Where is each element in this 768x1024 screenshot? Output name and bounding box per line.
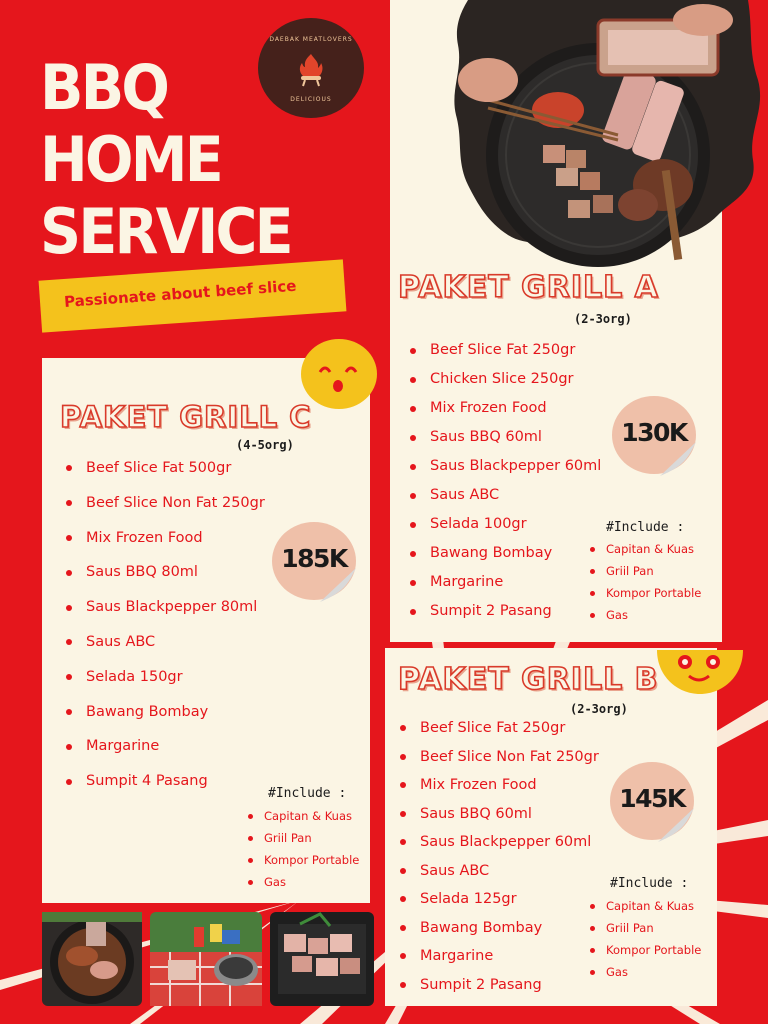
- list-item: Saus Blackpepper 60ml: [400, 828, 599, 857]
- list-item: Saus Blackpepper 60ml: [410, 452, 601, 481]
- list-item: Gas: [590, 604, 701, 626]
- tagline-text: Passionate about beef slice: [63, 276, 297, 311]
- list-item: Griil Pan: [590, 917, 701, 939]
- grill-b-people: (2-3org): [570, 702, 628, 716]
- list-item: Selada 125gr: [400, 885, 599, 914]
- grill-c-people: (4-5org): [236, 438, 294, 452]
- list-item: Beef Slice Non Fat 250gr: [66, 486, 265, 521]
- page-curl-icon: [658, 440, 698, 478]
- list-item: Gas: [248, 871, 359, 893]
- list-item: Capitan & Kuas: [248, 805, 359, 827]
- grill-photo: [448, 0, 768, 270]
- page-curl-icon: [318, 566, 358, 604]
- list-item: Sumpit 4 Pasang: [66, 764, 265, 799]
- list-item: Griil Pan: [248, 827, 359, 849]
- list-item: Margarine: [66, 729, 265, 764]
- list-item: Bawang Bombay: [410, 539, 601, 568]
- title-line-3: SERVICE: [40, 195, 291, 268]
- grill-c-items: [66, 451, 265, 799]
- grill-a-includes: [590, 538, 701, 626]
- grill-a-include-label: #Include :: [606, 520, 685, 535]
- page-curl-icon: [656, 806, 696, 844]
- grill-a-items: [410, 336, 601, 626]
- grill-b-include-label: #Include :: [610, 876, 689, 891]
- grill-b-title: PAKET GRILL B: [398, 662, 659, 697]
- photo-home-bbq-set: [150, 912, 262, 1006]
- grill-b-items: [400, 714, 599, 999]
- logo-bottom-text: DELICIOUS: [290, 96, 332, 103]
- list-item: Saus ABC: [66, 625, 265, 660]
- fire-grill-icon: [296, 52, 326, 88]
- grill-c-include-label: #Include :: [268, 786, 347, 801]
- grill-c-includes: [248, 805, 359, 893]
- list-item: Margarine: [400, 942, 599, 971]
- photo-raw-meat: [270, 912, 374, 1006]
- title-line-1: BBQ: [40, 51, 168, 124]
- list-item: Saus ABC: [410, 481, 601, 510]
- grill-a-price-badge: [612, 396, 696, 474]
- list-item: Mix Frozen Food: [400, 771, 599, 800]
- list-item: Bawang Bombay: [66, 695, 265, 730]
- list-item: Chicken Slice 250gr: [410, 365, 601, 394]
- grill-a-price: 130K: [621, 418, 687, 447]
- list-item: Kompor Portable: [590, 582, 701, 604]
- brand-logo: [258, 18, 364, 118]
- list-item: Gas: [590, 961, 701, 983]
- list-item: Saus BBQ 60ml: [400, 800, 599, 829]
- grill-a-people: (2-3org): [574, 312, 632, 326]
- list-item: Saus BBQ 80ml: [66, 555, 265, 590]
- grill-b-includes: [590, 895, 701, 983]
- list-item: Bawang Bombay: [400, 914, 599, 943]
- list-item: Beef Slice Fat 250gr: [410, 336, 601, 365]
- list-item: Saus BBQ 60ml: [410, 423, 601, 452]
- grill-b-price: 145K: [619, 784, 685, 813]
- list-item: Kompor Portable: [248, 849, 359, 871]
- list-item: Capitan & Kuas: [590, 895, 701, 917]
- list-item: Sumpit 2 Pasang: [410, 597, 601, 626]
- list-item: Beef Slice Fat 250gr: [400, 714, 599, 743]
- list-item: Selada 100gr: [410, 510, 601, 539]
- grill-c-title: PAKET GRILL C: [60, 400, 312, 434]
- list-item: Griil Pan: [590, 560, 701, 582]
- list-item: Beef Slice Fat 500gr: [66, 451, 265, 486]
- photo-grill-pan: [42, 912, 142, 1006]
- list-item: Selada 150gr: [66, 660, 265, 695]
- list-item: Capitan & Kuas: [590, 538, 701, 560]
- list-item: Mix Frozen Food: [66, 521, 265, 556]
- list-item: Mix Frozen Food: [410, 394, 601, 423]
- list-item: Beef Slice Non Fat 250gr: [400, 743, 599, 772]
- list-item: Saus Blackpepper 80ml: [66, 590, 265, 625]
- grill-a-title: PAKET GRILL A: [398, 270, 659, 305]
- list-item: Kompor Portable: [590, 939, 701, 961]
- list-item: Saus ABC: [400, 857, 599, 886]
- list-item: Margarine: [410, 568, 601, 597]
- grill-c-price: 185K: [281, 544, 347, 573]
- list-item: Sumpit 2 Pasang: [400, 971, 599, 1000]
- title-line-2: HOME: [40, 123, 221, 196]
- smiley-icon: [655, 648, 745, 696]
- logo-top-text: DAEBAK MEATLOVERS: [269, 36, 353, 43]
- grill-c-price-badge: [272, 522, 356, 600]
- grill-b-price-badge: [610, 762, 694, 840]
- smiley-icon: [300, 338, 378, 410]
